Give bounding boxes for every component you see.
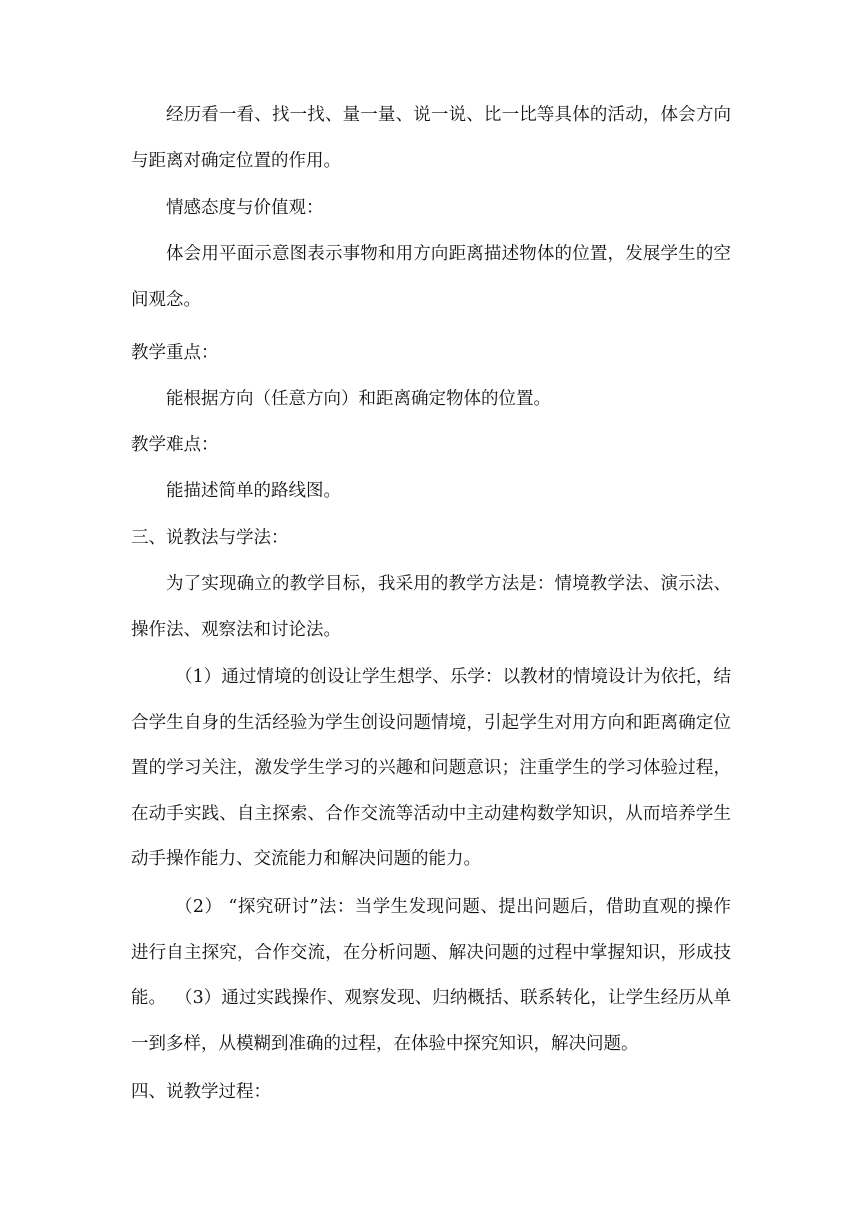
paragraph-method-1: （1）通过情境的创设让学生想学、乐学：以教材的情境设计为依托，结合学生自身的生活经验为学生创设问题情境，引起学生对用方向和距离确定位置的学习关注，激发学生学习的兴趣和问题意识；注重学生的学习体验过程，在动手实践、自主探索、合作交流等活动中主动建构数学知识，从而培养学生动手操作能力、交流能力和解决问题的能力。 <box>131 667 731 869</box>
paragraph-teaching-methods: 为了实现确立的教学目标，我采用的教学方法是：情境教学法、演示法、操作法、观察法和讨论法。 <box>131 574 731 640</box>
paragraph-method-2: （2） “探究研讨”法：当学生发现问题、提出问题后，借助直观的操作进行自主探究，合作交流，在分析问题、解决问题的过程中掌握知识，形成技能。 <box>131 897 731 1008</box>
paragraph-method-3: （3）通过实践操作、观察发现、归纳概括、联系转化，让学生经历从单一到多样，从模糊到准确的过程，在体验中探究知识，解决问题。 <box>131 988 731 1054</box>
heading-section-four: 四、说教学过程： <box>131 1082 271 1102</box>
paragraph-teaching-difficulty: 能描述简单的路线图。 <box>166 481 341 501</box>
heading-section-three: 三、说教法与学法： <box>131 528 289 548</box>
paragraph-activity-goal: 经历看一看、找一找、量一量、说一说、比一比等具体的活动，体会方向与距离对确定位置的作用。 <box>131 105 731 171</box>
heading-emotion-values: 情感态度与价值观： <box>166 198 324 218</box>
heading-teaching-difficulty: 教学难点： <box>131 435 219 455</box>
paragraph-space-concept: 体会用平面示意图表示事物和用方向距离描述物体的位置，发展学生的空间观念。 <box>131 244 731 310</box>
heading-teaching-focus: 教学重点： <box>131 343 219 363</box>
paragraph-teaching-focus: 能根据方向（任意方向）和距离确定物体的位置。 <box>166 389 551 409</box>
